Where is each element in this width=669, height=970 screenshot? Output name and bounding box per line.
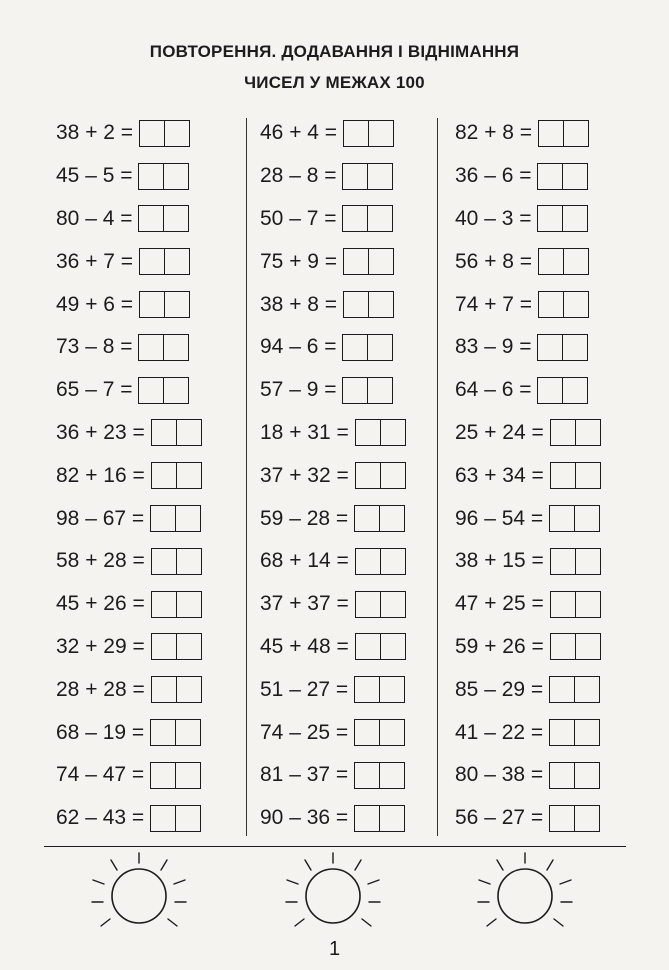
answer-digit-cell[interactable] (368, 249, 393, 274)
answer-box[interactable] (139, 248, 190, 275)
problem-expression: 82 + 8 = (455, 121, 533, 145)
problem-expression: 90 – 36 = (260, 806, 349, 830)
answer-digit-cell[interactable] (367, 378, 392, 403)
answer-box[interactable] (138, 205, 189, 232)
answer-digit-cell[interactable] (538, 164, 562, 189)
problem-row (56, 797, 202, 840)
answer-digit-cell[interactable] (175, 763, 200, 788)
problem-row (455, 283, 601, 326)
answer-box[interactable] (150, 719, 201, 746)
answer-box[interactable] (538, 291, 589, 318)
answer-digit-cell[interactable] (343, 378, 367, 403)
answer-digit-cell[interactable] (344, 249, 368, 274)
problem-row (56, 112, 202, 155)
problem-row (56, 711, 202, 754)
problem-expression: 80 – 38 = (455, 763, 544, 787)
answer-box[interactable] (550, 548, 601, 575)
problem-column-3 (455, 112, 601, 840)
answer-box[interactable] (550, 633, 601, 660)
answer-box[interactable] (151, 462, 202, 489)
answer-box[interactable] (354, 505, 405, 532)
answer-digit-cell[interactable] (551, 592, 575, 617)
problem-row (56, 497, 202, 540)
answer-box[interactable] (550, 419, 601, 446)
problem-expression: 36 + 23 = (56, 420, 145, 444)
problem-row (56, 626, 202, 669)
problem-expression: 68 + 14 = (260, 549, 349, 573)
answer-box[interactable] (537, 163, 588, 190)
answer-box[interactable] (549, 805, 600, 832)
answer-digit-cell[interactable] (562, 206, 587, 231)
answer-box[interactable] (355, 548, 406, 575)
problem-expression: 63 + 34 = (455, 463, 544, 487)
answer-digit-cell[interactable] (152, 677, 176, 702)
answer-digit-cell[interactable] (379, 720, 404, 745)
problem-expression: 56 + 8 = (455, 249, 533, 273)
sun-icon (89, 850, 189, 942)
problem-expression: 73 – 8 = (56, 335, 133, 359)
problem-expression: 51 – 27 = (260, 677, 349, 701)
problem-row (260, 583, 406, 626)
answer-digit-cell[interactable] (380, 634, 405, 659)
problem-row (260, 454, 406, 497)
answer-box[interactable] (150, 505, 201, 532)
answer-digit-cell[interactable] (163, 335, 188, 360)
answer-digit-cell[interactable] (176, 634, 201, 659)
answer-digit-cell[interactable] (356, 420, 380, 445)
answer-digit-cell[interactable] (164, 292, 189, 317)
problem-expression: 68 – 19 = (56, 720, 145, 744)
problem-row (260, 797, 406, 840)
problem-row (260, 155, 406, 198)
answer-box[interactable] (151, 548, 202, 575)
problem-expression: 62 – 43 = (56, 806, 145, 830)
answer-digit-cell[interactable] (562, 335, 587, 360)
answer-digit-cell[interactable] (140, 292, 164, 317)
answer-digit-cell[interactable] (140, 249, 164, 274)
answer-box[interactable] (537, 205, 588, 232)
problem-expression: 83 – 9 = (455, 335, 532, 359)
answer-digit-cell[interactable] (343, 164, 367, 189)
problem-expression: 98 – 67 = (56, 506, 145, 530)
answer-box[interactable] (138, 163, 189, 190)
answer-digit-cell[interactable] (152, 634, 176, 659)
answer-digit-cell[interactable] (550, 720, 574, 745)
problem-row (455, 497, 601, 540)
answer-box[interactable] (549, 719, 600, 746)
answer-box[interactable] (355, 591, 406, 618)
answer-digit-cell[interactable] (355, 677, 379, 702)
answer-digit-cell[interactable] (163, 206, 188, 231)
problem-row (56, 454, 202, 497)
answer-digit-cell[interactable] (574, 720, 599, 745)
answer-box[interactable] (549, 762, 600, 789)
answer-box[interactable] (342, 334, 393, 361)
answer-digit-cell[interactable] (139, 378, 163, 403)
answer-digit-cell[interactable] (368, 292, 393, 317)
answer-digit-cell[interactable] (151, 506, 175, 531)
sun-icon (283, 850, 383, 942)
problem-row (455, 112, 601, 155)
answer-digit-cell[interactable] (574, 506, 599, 531)
problem-row (56, 540, 202, 583)
answer-box[interactable] (342, 377, 393, 404)
answer-digit-cell[interactable] (575, 592, 600, 617)
answer-box[interactable] (151, 633, 202, 660)
answer-box[interactable] (138, 334, 189, 361)
answer-digit-cell[interactable] (175, 806, 200, 831)
problem-row (56, 369, 202, 412)
problem-row (455, 454, 601, 497)
problem-row (455, 583, 601, 626)
problem-row (56, 754, 202, 797)
problem-expression: 59 + 26 = (455, 634, 544, 658)
answer-digit-cell[interactable] (176, 420, 201, 445)
answer-digit-cell[interactable] (380, 592, 405, 617)
problem-expression: 81 – 37 = (260, 763, 349, 787)
sun-icon (475, 850, 575, 942)
answer-digit-cell[interactable] (379, 763, 404, 788)
answer-digit-cell[interactable] (550, 806, 574, 831)
problem-expression: 49 + 6 = (56, 292, 134, 316)
bottom-divider (44, 846, 626, 847)
problem-expression: 75 + 9 = (260, 249, 338, 273)
answer-box[interactable] (550, 462, 601, 489)
answer-digit-cell[interactable] (550, 763, 574, 788)
answer-box[interactable] (139, 120, 190, 147)
answer-digit-cell[interactable] (151, 720, 175, 745)
problem-row (260, 326, 406, 369)
problem-expression: 37 + 32 = (260, 463, 349, 487)
problem-expression: 96 – 54 = (455, 506, 544, 530)
problem-expression: 38 + 15 = (455, 549, 544, 573)
worksheet-title-line-2: ЧИСЕЛ У МЕЖАХ 100 (244, 73, 425, 92)
answer-digit-cell[interactable] (176, 549, 201, 574)
answer-digit-cell[interactable] (164, 121, 189, 146)
problem-row (260, 198, 406, 241)
problem-expression: 85 – 29 = (455, 677, 544, 701)
worksheet-title-line-1: ПОВТОРЕННЯ. ДОДАВАННЯ І ВІДНІМАННЯ (149, 42, 520, 61)
answer-digit-cell[interactable] (563, 292, 588, 317)
answer-digit-cell[interactable] (551, 634, 575, 659)
problem-expression: 50 – 7 = (260, 206, 337, 230)
answer-digit-cell[interactable] (152, 592, 176, 617)
problem-expression: 82 + 16 = (56, 463, 145, 487)
problem-row (455, 626, 601, 669)
problem-row (455, 412, 601, 455)
answer-box[interactable] (343, 291, 394, 318)
problem-row (455, 797, 601, 840)
answer-digit-cell[interactable] (344, 292, 368, 317)
problem-row (56, 155, 202, 198)
problem-expression: 32 + 29 = (56, 634, 145, 658)
problem-row (260, 369, 406, 412)
answer-digit-cell[interactable] (176, 677, 201, 702)
answer-box[interactable] (537, 377, 588, 404)
column-divider-1 (246, 118, 247, 836)
answer-digit-cell[interactable] (355, 806, 379, 831)
answer-digit-cell[interactable] (139, 164, 163, 189)
answer-digit-cell[interactable] (379, 506, 404, 531)
problem-expression: 25 + 24 = (455, 420, 544, 444)
answer-digit-cell[interactable] (356, 463, 380, 488)
answer-box[interactable] (138, 377, 189, 404)
answer-digit-cell[interactable] (139, 206, 163, 231)
answer-digit-cell[interactable] (367, 335, 392, 360)
answer-digit-cell[interactable] (538, 378, 562, 403)
problem-expression: 58 + 28 = (56, 549, 145, 573)
problem-expression: 74 + 7 = (455, 292, 533, 316)
answer-box[interactable] (342, 205, 393, 232)
problem-row (455, 155, 601, 198)
problem-expression: 45 + 26 = (56, 592, 145, 616)
answer-digit-cell[interactable] (163, 378, 188, 403)
answer-digit-cell[interactable] (152, 463, 176, 488)
problem-row (455, 711, 601, 754)
problem-expression: 74 – 47 = (56, 763, 145, 787)
answer-digit-cell[interactable] (574, 677, 599, 702)
problem-expression: 28 + 28 = (56, 677, 145, 701)
answer-digit-cell[interactable] (539, 292, 563, 317)
answer-digit-cell[interactable] (355, 506, 379, 531)
answer-digit-cell[interactable] (151, 763, 175, 788)
answer-box[interactable] (538, 248, 589, 275)
answer-digit-cell[interactable] (575, 549, 600, 574)
problem-expression: 46 + 4 = (260, 121, 338, 145)
answer-digit-cell[interactable] (152, 420, 176, 445)
problem-expression: 56 – 27 = (455, 806, 544, 830)
answer-box[interactable] (538, 120, 589, 147)
answer-digit-cell[interactable] (550, 506, 574, 531)
answer-box[interactable] (354, 676, 405, 703)
answer-box[interactable] (139, 291, 190, 318)
answer-digit-cell[interactable] (562, 378, 587, 403)
problem-row (56, 583, 202, 626)
problem-expression: 38 + 8 = (260, 292, 338, 316)
problem-row (455, 754, 601, 797)
problem-row (56, 283, 202, 326)
answer-digit-cell[interactable] (379, 677, 404, 702)
answer-digit-cell[interactable] (379, 806, 404, 831)
problem-expression: 41 – 22 = (455, 720, 544, 744)
answer-digit-cell[interactable] (176, 592, 201, 617)
answer-digit-cell[interactable] (380, 463, 405, 488)
answer-box[interactable] (343, 248, 394, 275)
problem-expression: 65 – 7 = (56, 378, 133, 402)
problem-expression: 45 + 48 = (260, 634, 349, 658)
problem-expression: 18 + 31 = (260, 420, 349, 444)
problem-expression: 59 – 28 = (260, 506, 349, 530)
answer-digit-cell[interactable] (380, 420, 405, 445)
problem-column-2 (260, 112, 406, 840)
answer-digit-cell[interactable] (551, 463, 575, 488)
answer-digit-cell[interactable] (574, 806, 599, 831)
answer-box[interactable] (549, 505, 600, 532)
problem-expression: 94 – 6 = (260, 335, 337, 359)
page-number: 1 (328, 938, 341, 960)
problem-expression: 40 – 3 = (455, 206, 532, 230)
answer-digit-cell[interactable] (539, 249, 563, 274)
problem-expression: 36 – 6 = (455, 164, 532, 188)
problem-row (260, 240, 406, 283)
problem-row (260, 412, 406, 455)
problem-row (260, 283, 406, 326)
problem-row (455, 240, 601, 283)
answer-digit-cell[interactable] (380, 549, 405, 574)
answer-digit-cell[interactable] (175, 506, 200, 531)
answer-digit-cell[interactable] (163, 164, 188, 189)
answer-digit-cell[interactable] (343, 206, 367, 231)
problem-expression: 74 – 25 = (260, 720, 349, 744)
answer-box[interactable] (355, 419, 406, 446)
problem-expression: 45 – 5 = (56, 164, 133, 188)
answer-box[interactable] (354, 762, 405, 789)
problem-column-1 (56, 112, 202, 840)
problem-row (260, 497, 406, 540)
answer-digit-cell[interactable] (539, 121, 563, 146)
answer-box[interactable] (342, 163, 393, 190)
answer-box[interactable] (355, 462, 406, 489)
answer-digit-cell[interactable] (176, 463, 201, 488)
answer-box[interactable] (355, 633, 406, 660)
problem-expression: 47 + 25 = (455, 592, 544, 616)
answer-box[interactable] (354, 719, 405, 746)
answer-digit-cell[interactable] (164, 249, 189, 274)
answer-digit-cell[interactable] (344, 121, 368, 146)
problem-row (455, 198, 601, 241)
problem-expression: 36 + 7 = (56, 249, 134, 273)
problem-row (56, 326, 202, 369)
answer-digit-cell[interactable] (368, 121, 393, 146)
answer-digit-cell[interactable] (538, 335, 562, 360)
answer-digit-cell[interactable] (175, 720, 200, 745)
problem-row (260, 540, 406, 583)
answer-digit-cell[interactable] (355, 763, 379, 788)
answer-digit-cell[interactable] (343, 335, 367, 360)
answer-digit-cell[interactable] (356, 634, 380, 659)
column-divider-2 (437, 118, 438, 836)
answer-digit-cell[interactable] (551, 420, 575, 445)
problem-row (455, 540, 601, 583)
answer-box[interactable] (150, 762, 201, 789)
answer-digit-cell[interactable] (140, 121, 164, 146)
problem-row (56, 412, 202, 455)
answer-box[interactable] (549, 676, 600, 703)
answer-digit-cell[interactable] (550, 677, 574, 702)
answer-digit-cell[interactable] (575, 634, 600, 659)
problem-row (56, 240, 202, 283)
problem-row (260, 626, 406, 669)
answer-digit-cell[interactable] (575, 463, 600, 488)
answer-box[interactable] (343, 120, 394, 147)
problem-expression: 37 + 37 = (260, 592, 349, 616)
problem-row (260, 711, 406, 754)
problem-row (455, 668, 601, 711)
problem-row (455, 369, 601, 412)
problem-expression: 64 – 6 = (455, 378, 532, 402)
problem-row (56, 668, 202, 711)
answer-digit-cell[interactable] (367, 206, 392, 231)
problem-row (455, 326, 601, 369)
problem-row (260, 112, 406, 155)
answer-box[interactable] (151, 676, 202, 703)
problem-row (260, 668, 406, 711)
answer-digit-cell[interactable] (151, 806, 175, 831)
problem-expression: 38 + 2 = (56, 121, 134, 145)
answer-digit-cell[interactable] (551, 549, 575, 574)
problem-expression: 57 – 9 = (260, 378, 337, 402)
problem-row (260, 754, 406, 797)
answer-box[interactable] (151, 591, 202, 618)
answer-digit-cell[interactable] (574, 763, 599, 788)
answer-box[interactable] (151, 419, 202, 446)
problem-row (56, 198, 202, 241)
answer-digit-cell[interactable] (355, 720, 379, 745)
answer-digit-cell[interactable] (139, 335, 163, 360)
answer-digit-cell[interactable] (563, 249, 588, 274)
answer-digit-cell[interactable] (367, 164, 392, 189)
answer-box[interactable] (354, 805, 405, 832)
answer-digit-cell[interactable] (356, 592, 380, 617)
answer-digit-cell[interactable] (563, 121, 588, 146)
answer-digit-cell[interactable] (575, 420, 600, 445)
answer-digit-cell[interactable] (356, 549, 380, 574)
answer-box[interactable] (537, 334, 588, 361)
answer-box[interactable] (550, 591, 601, 618)
problem-expression: 28 – 8 = (260, 164, 337, 188)
answer-box[interactable] (150, 805, 201, 832)
answer-digit-cell[interactable] (538, 206, 562, 231)
answer-digit-cell[interactable] (152, 549, 176, 574)
problem-expression: 80 – 4 = (56, 206, 133, 230)
answer-digit-cell[interactable] (562, 164, 587, 189)
